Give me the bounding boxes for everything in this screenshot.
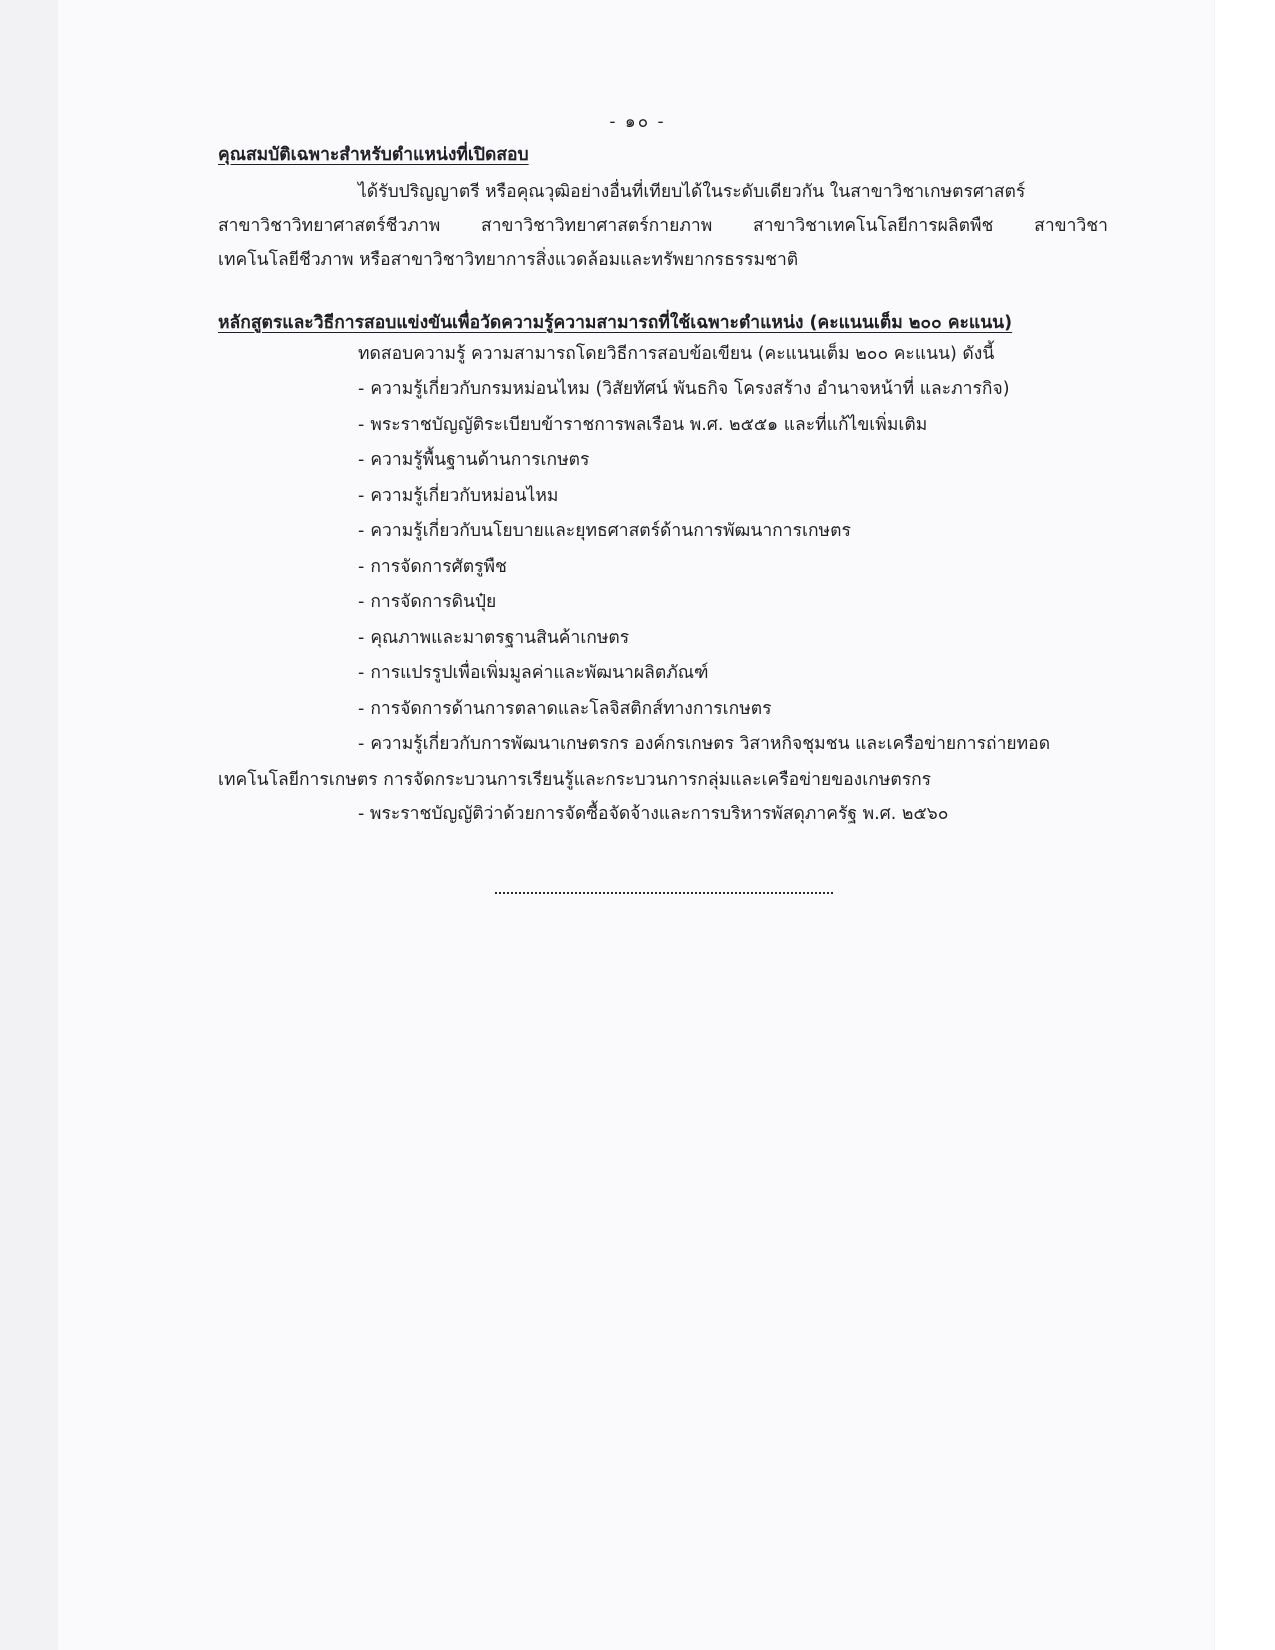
bullet-dash: -	[358, 734, 365, 754]
list-item	[358, 555, 1050, 591]
bullet-dash: -	[358, 450, 365, 470]
list-item-text: คุณภาพและมาตรฐานสินค้าเกษตร	[370, 627, 630, 648]
scan-margin	[1215, 0, 1275, 1650]
list-item-last	[358, 802, 948, 826]
list-item	[358, 732, 1050, 768]
exam-heading: หลักสูตรและวิธีการสอบแข่งขันเพื่อวัดความรู้ความสามารถที่ใช้เฉพาะตำแหน่ง (คะแนนเต็ม ๒๐๐ คะแนน)	[218, 313, 1013, 333]
list-item	[358, 590, 1050, 626]
bullet-dash: -	[358, 592, 365, 612]
list-item	[358, 626, 1050, 662]
bullet-dash: -	[358, 521, 365, 541]
qualifications-line-2: สาขาวิชาวิทยาศาสตร์ชีวภาพ สาขาวิชาวิทยาศาสตร์กายภาพ สาขาวิชาเทคโนโลยีการผลิตพืช สาขาวิชา	[218, 216, 1108, 236]
list-item-text: การจัดการด้านการตลาดและโลจิสติกส์ทางการเกษตร	[370, 698, 772, 719]
list-item	[358, 413, 1050, 449]
list-item	[358, 377, 1050, 413]
bullet-dash: -	[358, 627, 365, 648]
list-item-text: การจัดการดินปุ๋ย	[370, 592, 497, 612]
bullet-dash: -	[358, 414, 365, 435]
list-item-text: การจัดการศัตรูพืช	[370, 556, 507, 577]
bullet-dash: -	[358, 556, 365, 577]
list-item	[358, 697, 1050, 733]
list-item-text: ความรู้เกี่ยวกับนโยบายและยุทธศาสตร์ด้านการพัฒนาการเกษตร	[370, 521, 851, 541]
bullet-dash: -	[358, 663, 365, 683]
qualifications-heading: คุณสมบัติเฉพาะสำหรับตำแหน่งที่เปิดสอบ	[218, 145, 529, 165]
list-item-text: การแปรรูปเพื่อเพิ่มมูลค่าและพัฒนาผลิตภัณฑ์	[370, 663, 709, 683]
list-item	[358, 484, 1050, 520]
list-item-text: พระราชบัญญัติระเบียบข้าราชการพลเรือน พ.ศ. ๒๕๕๑ และที่แก้ไขเพิ่มเติม	[370, 414, 928, 435]
qualifications-line-3: เทคโนโลยีชีวภาพ หรือสาขาวิชาวิทยาการสิ่งแวดล้อมและทรัพยากรธรรมชาติ	[218, 250, 799, 270]
bullet-dash: -	[358, 804, 365, 824]
page-number: - ๑๐ -	[609, 112, 666, 132]
list-item-continuation: เทคโนโลยีการเกษตร การจัดกระบวนการเรียนรู้และกระบวนการกลุ่มและเครือข่ายของเกษตรกร	[218, 770, 932, 790]
list-item-text: พระราชบัญญัติว่าด้วยการจัดซื้อจัดจ้างและการบริหารพัสดุภาครัฐ พ.ศ. ๒๕๖๐	[369, 804, 949, 824]
list-item	[358, 519, 1050, 555]
list-item-text: ความรู้เกี่ยวกับการพัฒนาเกษตรกร องค์กรเกษตร วิสาหกิจชุมชน และเครือข่ายการถ่ายทอด	[370, 734, 1051, 754]
list-item-text: ความรู้พื้นฐานด้านการเกษตร	[370, 450, 590, 470]
list-item	[358, 448, 1050, 484]
list-item	[358, 661, 1050, 697]
exam-topic-list	[358, 377, 1050, 768]
list-item-text: ความรู้เกี่ยวกับหม่อนไหม	[370, 485, 559, 506]
bullet-dash: -	[358, 485, 365, 506]
list-item-text: ความรู้เกี่ยวกับกรมหม่อนไหม (วิสัยทัศน์ พันธกิจ โครงสร้าง อำนาจหน้าที่ และภารกิจ)	[370, 379, 1010, 399]
qualifications-line-1: ได้รับปริญญาตรี หรือคุณวุฒิอย่างอื่นที่เทียบได้ในระดับเดียวกัน ในสาขาวิชาเกษตรศาสตร์	[358, 182, 1026, 202]
exam-intro: ทดสอบความรู้ ความสามารถโดยวิธีการสอบข้อเขียน (คะแนนเต็ม ๒๐๐ คะแนน) ดังนี้	[358, 344, 995, 364]
bullet-dash: -	[358, 379, 365, 399]
bullet-dash: -	[358, 698, 365, 719]
dotted-separator	[495, 892, 833, 894]
